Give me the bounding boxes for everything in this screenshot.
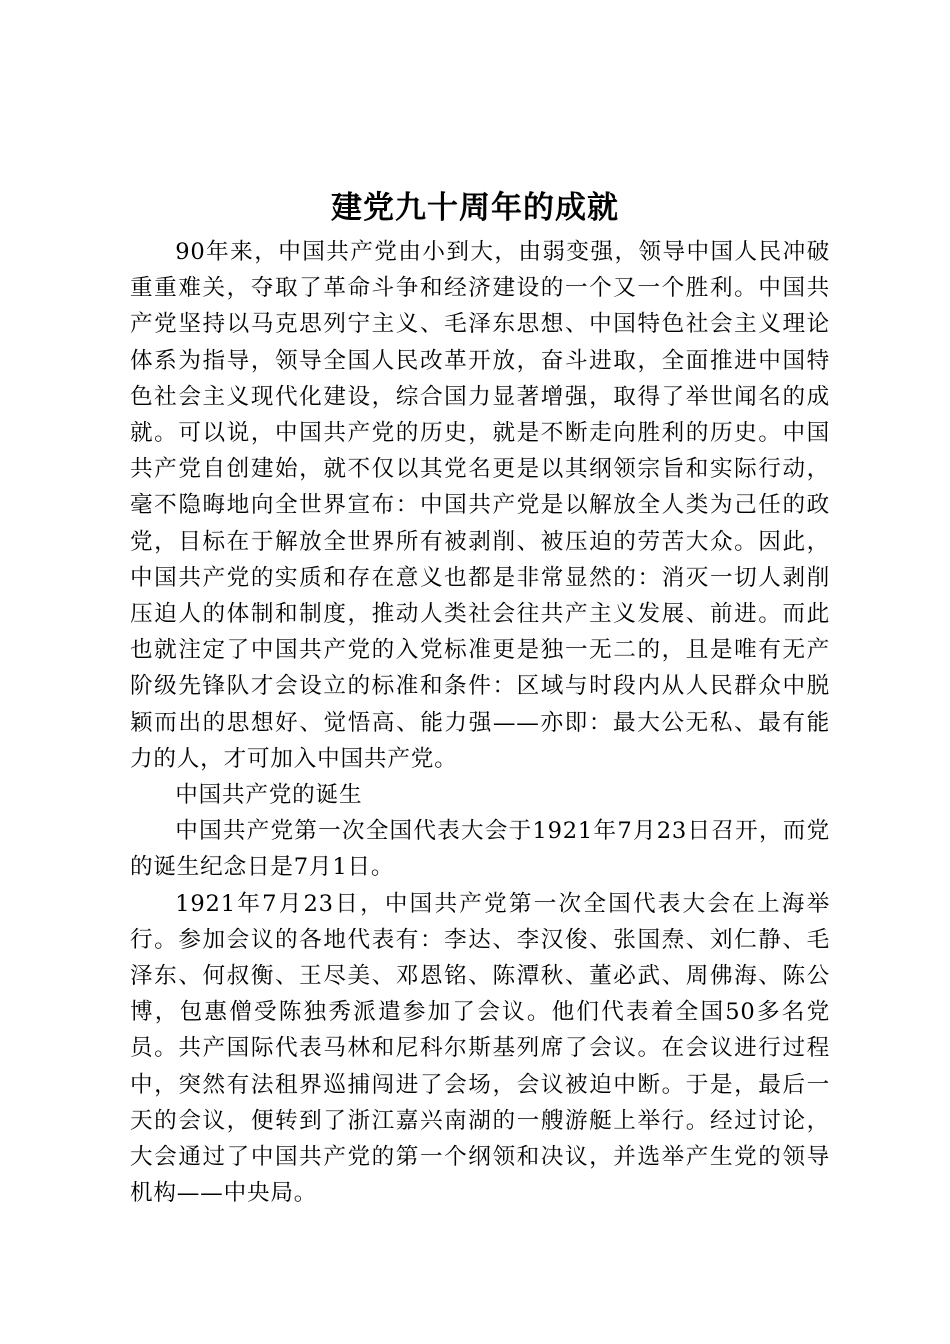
document-title: 建党九十周年的成就 [331, 190, 619, 226]
section-heading: 中国共产党的诞生 [175, 782, 363, 809]
paragraph-intro: 90年来，中国共产党由小到大，由弱变强，领导中国人民冲破重重难关，夺取了革命斗争和经济建设的一个又一个胜利。中国共产党坚持以马克思列宁主义、毛泽东思想、中国特色社会主义理论体系为指导，领导全国人民改革开放，奋斗进取，全面推进中国特色社会主义现代化建设，综合国力显著增强，取得了举世闻名的成就。可以说，中国共产党的历史，就是不断走向胜利的历史。中国共产党自创建始，就不仅以其党名更是以其纲领宗旨和实际行动，毫不隐晦地向全世界宣布：中国共产党是以解放全人类为己任的政党，目标在于解放全世界所有被剥削、被压迫的劳苦大众。因此，中国共产党的实质和存在意义也都是非常显然的：消灭一切人剥削压迫人的体制和制度，推动人类社会往共产主义发展、前进。而此也就注定了中国共产党的入党标准更是独一无二的，且是唯有无产阶级先锋队才会设立的标准和条件：区域与时段内从人民群众中脱颖而出的思想好、觉悟高、能力强——亦即：最大公无私、最有能力的人，才可加入中国共产党。 [130, 239, 830, 772]
document-body [130, 234, 830, 1211]
paragraph-founding-date: 中国共产党第一次全国代表大会于1921年7月23日召开，而党的诞生纪念日是7月1日。 [130, 818, 830, 881]
paragraph-first-congress: 1921年7月23日，中国共产党第一次全国代表大会在上海举行。参加会议的各地代表有：李达、李汉俊、张国焘、刘仁静、毛泽东、何叔衡、王尽美、邓恩铭、陈潭秋、董必武、周佛海、陈公博，包惠僧受陈独秀派遣参加了会议。他们代表着全国50多名党员。共产国际代表马林和尼科尔斯基列席了会议。在会议进行过程中，突然有法租界巡捕闯进了会场，会议被迫中断。于是，最后一天的会议，便转到了浙江嘉兴南湖的一艘游艇上举行。经过讨论，大会通过了中国共产党的第一个纲领和决议，并选举产生党的领导机构——中央局。 [130, 890, 830, 1207]
